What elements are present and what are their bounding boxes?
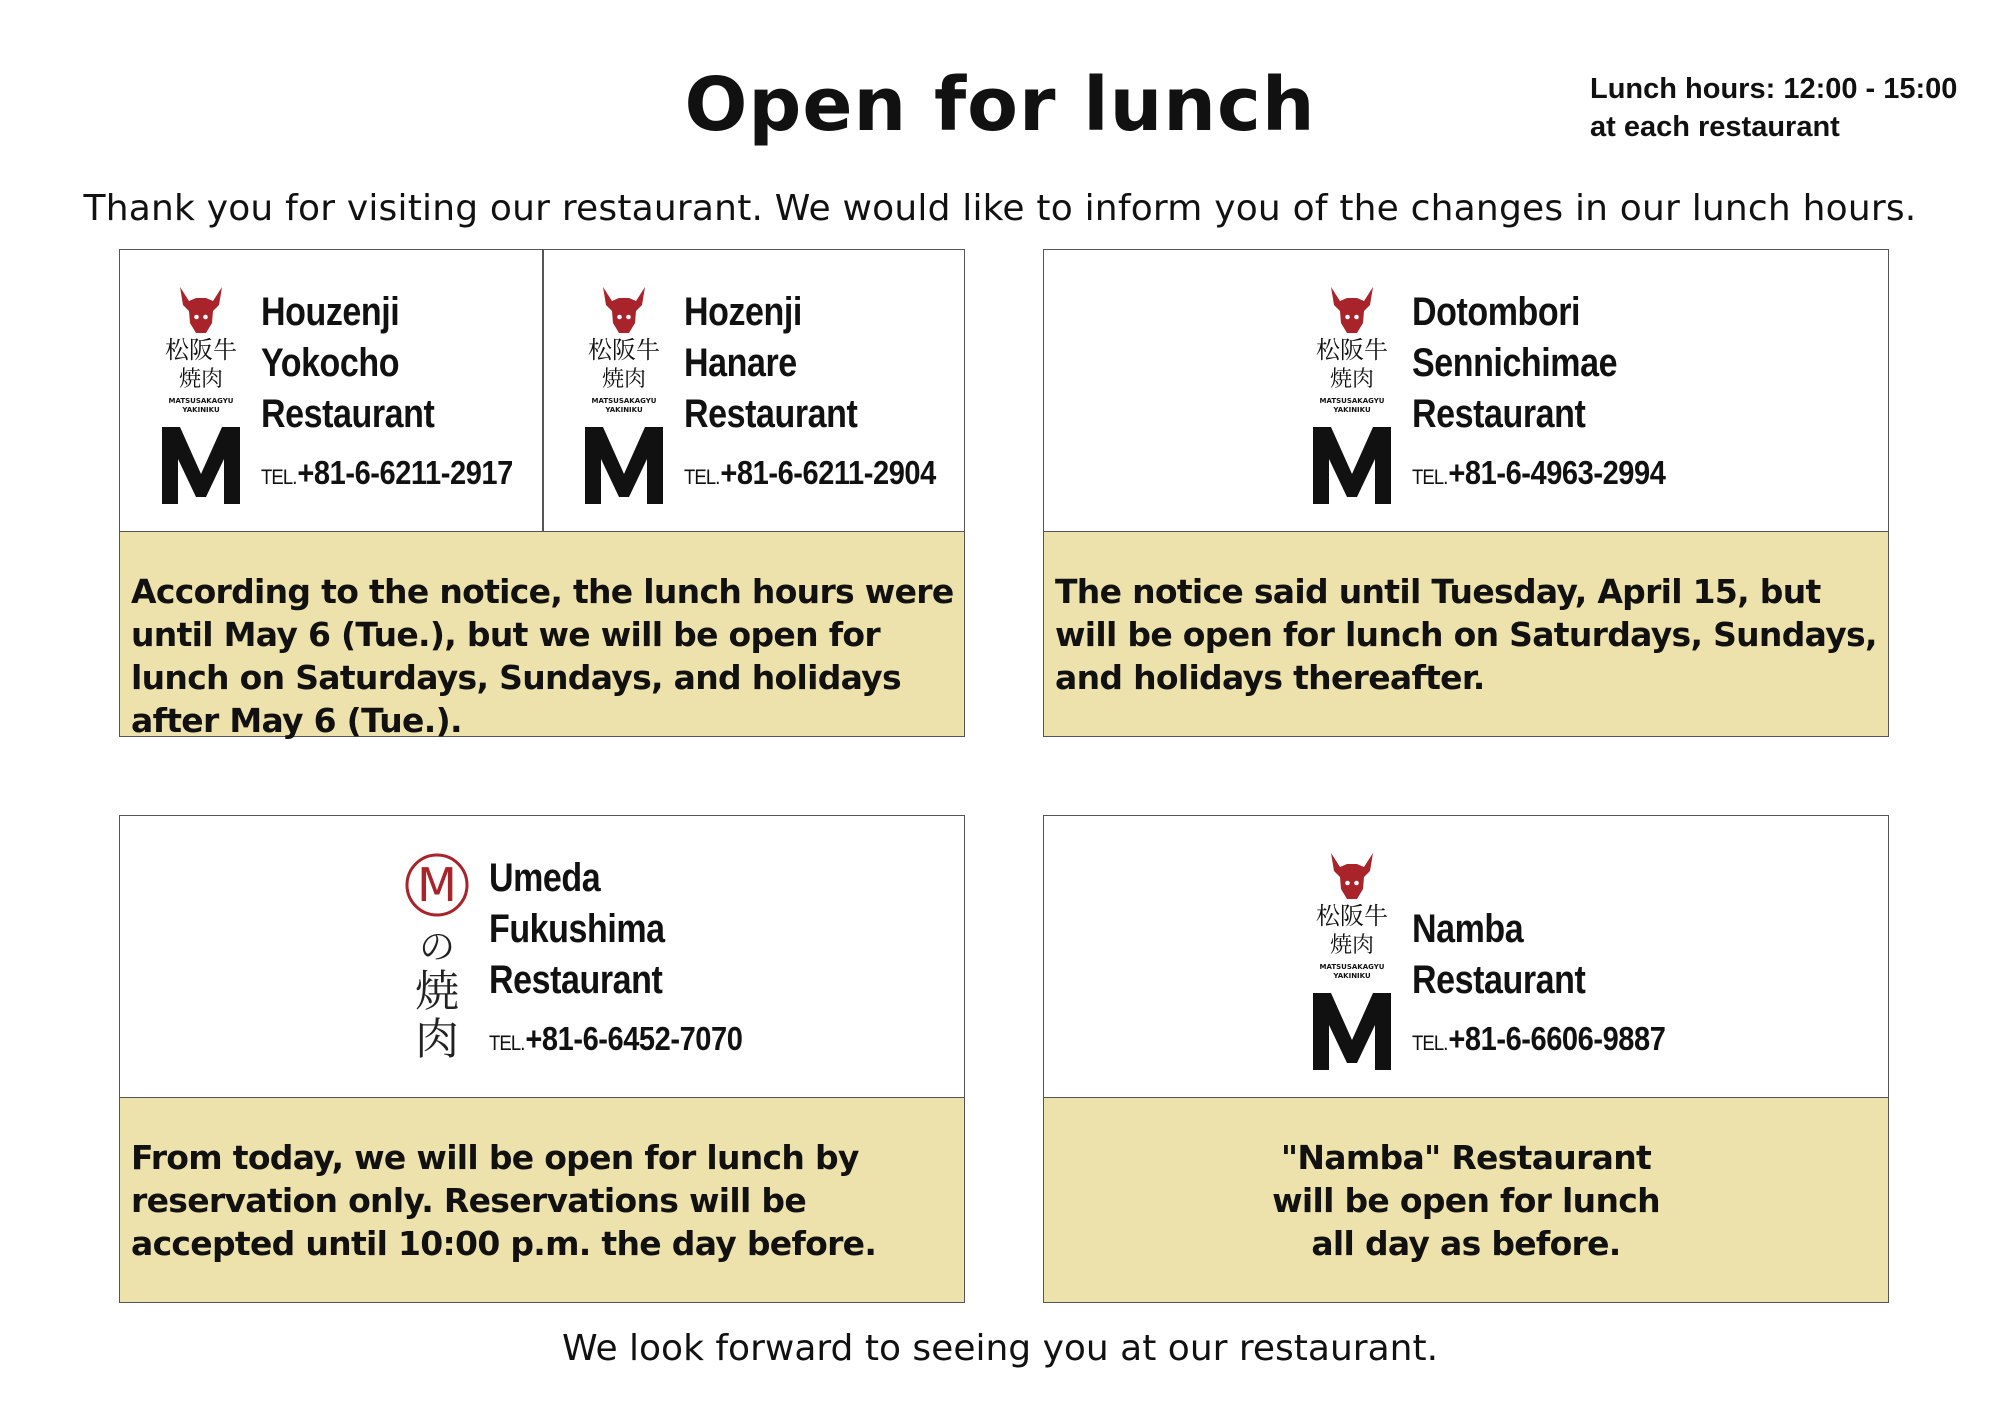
- branch-dotombori-sennichimae: [1309, 285, 1689, 505]
- branch-name-line: Namba: [1412, 907, 1524, 951]
- branch-houzenji-yokocho: [158, 285, 538, 505]
- logo-kanji-bottom: 焼肉: [178, 367, 224, 392]
- branch-phone[interactable]: [261, 454, 513, 492]
- restaurant-card-namba: [1043, 815, 1889, 1303]
- note-line: "Namba" Restaurant: [1280, 1138, 1652, 1177]
- matsusakagyu-logo: [1309, 285, 1405, 505]
- card-note: From today, we will be open for lunch by reservation only. Reservations will be accepted until 10:00 p.m. the day before.: [120, 1097, 964, 1302]
- card-branches: [120, 816, 964, 1097]
- branch-name-line: Restaurant: [1412, 958, 1586, 1002]
- card-note: According to the notice, the lunch hours were until May 6 (Tue.), but we will be open for lunch on Saturdays, Sundays, and holidays after May 6 (Tue.).: [120, 531, 964, 736]
- matsusakagyu-logo: [1309, 851, 1405, 1071]
- logo-romaji-2: YAKINIKU: [1333, 406, 1371, 414]
- branch-phone[interactable]: [684, 454, 936, 492]
- note-line: will be open for lunch: [1272, 1181, 1660, 1220]
- tel-label: TEL.: [1412, 466, 1448, 489]
- branch-name-line: Restaurant: [489, 958, 663, 1002]
- branch-name-line: Restaurant: [684, 392, 858, 436]
- branch-umeda-fukushima: [399, 851, 779, 1071]
- tel-label: TEL.: [684, 466, 720, 489]
- bull-logo-icon: [158, 285, 254, 505]
- closing-text: We look forward to seeing you at our restaurant.: [561, 1328, 1439, 1369]
- tel-label: TEL.: [1412, 1032, 1448, 1055]
- branch-phone[interactable]: [1412, 1020, 1665, 1058]
- branch-phone[interactable]: [489, 1020, 742, 1058]
- branch-name-line: Fukushima: [489, 907, 665, 951]
- logo-m-letter: M: [417, 858, 457, 912]
- logo-kanji-bottom: 焼肉: [601, 367, 647, 392]
- phone-number[interactable]: +81-6-6211-2917: [297, 454, 513, 491]
- card-branches: [120, 250, 964, 531]
- logo-yaki: 焼: [415, 966, 459, 1017]
- branch-divider: [542, 250, 544, 531]
- branch-namba: [1309, 851, 1689, 1071]
- branch-name-line: Umeda: [489, 856, 601, 900]
- card-note: The notice said until Tuesday, April 15, but will be open for lunch on Saturdays, Sundays, and holidays thereafter.: [1044, 531, 1888, 736]
- branch-name-line: Houzenji: [261, 290, 400, 334]
- page-title: Open for lunch: [684, 62, 1316, 148]
- logo-kanji-top: 松阪牛: [588, 336, 660, 364]
- bull-logo-icon: [581, 285, 677, 505]
- restaurant-card-dotombori: [1043, 249, 1889, 737]
- logo-romaji-1: MATSUSAKAGYU: [1319, 397, 1385, 405]
- restaurant-card-umeda: [119, 815, 965, 1303]
- bull-logo-icon: [1309, 285, 1405, 505]
- logo-niku: 肉: [415, 1014, 459, 1065]
- lunch-hours-subline: at each restaurant: [1590, 111, 1840, 143]
- logo-romaji-2: YAKINIKU: [1333, 972, 1371, 980]
- intro-text: Thank you for visiting our restaurant. We would like to inform you of the changes in our lunch hours.: [83, 188, 1917, 229]
- logo-kanji-top: 松阪牛: [1316, 336, 1388, 364]
- phone-number[interactable]: +81-6-6211-2904: [720, 454, 936, 491]
- tel-label: TEL.: [489, 1032, 525, 1055]
- tel-label: TEL.: [261, 466, 297, 489]
- branch-name-line: Hanare: [684, 341, 797, 385]
- branch-name-line: Sennichimae: [1412, 341, 1618, 385]
- branch-name-line: Restaurant: [261, 392, 435, 436]
- logo-kanji-bottom: 焼肉: [1329, 367, 1375, 392]
- branch-name: [1412, 287, 1617, 440]
- matsusakagyu-logo: [158, 285, 254, 505]
- logo-romaji-1: MATSUSAKAGYU: [1319, 963, 1385, 971]
- restaurant-card-houzenji: [119, 249, 965, 740]
- logo-romaji-2: YAKINIKU: [182, 406, 220, 414]
- branch-name: [261, 287, 434, 440]
- branch-name-line: Hozenji: [684, 290, 802, 334]
- card-branches: [1044, 816, 1888, 1097]
- logo-kanji-top: 松阪牛: [1316, 902, 1388, 930]
- phone-number[interactable]: +81-6-6452-7070: [525, 1020, 743, 1057]
- bull-logo-icon: [1309, 851, 1405, 1071]
- lunch-hours-notice: [1590, 70, 1957, 146]
- branch-name: [1412, 904, 1585, 1006]
- card-note: [1044, 1097, 1888, 1302]
- branch-phone[interactable]: [1412, 454, 1665, 492]
- logo-kanji-top: 松阪牛: [165, 336, 237, 364]
- m-no-yakiniku-logo: [399, 851, 475, 1071]
- note-line: all day as before.: [1311, 1224, 1621, 1263]
- logo-kanji-bottom: 焼肉: [1329, 933, 1375, 958]
- lunch-hours-line: Lunch hours: 12:00 - 15:00: [1590, 73, 1958, 105]
- phone-number[interactable]: +81-6-6606-9887: [1448, 1020, 1666, 1057]
- branch-name: [684, 287, 857, 440]
- branch-name-line: Yokocho: [261, 341, 400, 385]
- matsusakagyu-logo: [581, 285, 677, 505]
- logo-no: の: [418, 927, 456, 968]
- branch-name-line: Restaurant: [1412, 392, 1586, 436]
- branch-name-line: Dotombori: [1412, 290, 1581, 334]
- phone-number[interactable]: +81-6-4963-2994: [1448, 454, 1666, 491]
- branch-name: [489, 853, 665, 1006]
- m-circle-logo-icon: [399, 851, 475, 1071]
- logo-romaji-1: MATSUSAKAGYU: [591, 397, 657, 405]
- logo-romaji-2: YAKINIKU: [605, 406, 643, 414]
- logo-romaji-1: MATSUSAKAGYU: [168, 397, 234, 405]
- branch-hozenji-hanare: [581, 285, 961, 505]
- card-branches: [1044, 250, 1888, 531]
